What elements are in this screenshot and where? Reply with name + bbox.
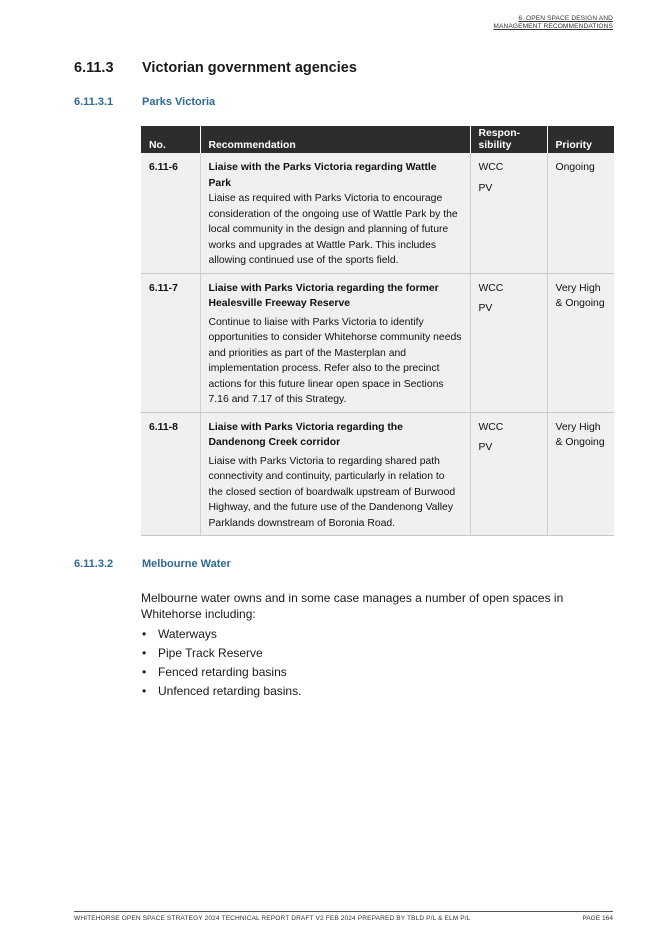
running-header-line2: MANAGEMENT RECOMMENDATIONS [493, 23, 613, 30]
row-recommendation [200, 273, 470, 412]
priority-line2: & Ongoing [555, 298, 605, 309]
row-number: 6.11-7 [141, 273, 200, 412]
header-responsibility [470, 126, 547, 153]
footer-text: WHITEHORSE OPEN SPACE STRATEGY 2024 TECHNICAL REPORT DRAFT V2 FEB 2024 PREPARED BY TBLD P/L & ELM P/L [74, 915, 471, 922]
responsibility-secondary: PV [478, 182, 493, 194]
row-responsibility [470, 412, 547, 536]
table-row [141, 412, 614, 536]
section-number: 6.11.3 [74, 60, 114, 76]
row-number: 6.11-6 [141, 153, 200, 273]
row-priority [547, 412, 614, 536]
row-priority [547, 153, 614, 273]
recommendation-body: Continue to liaise with Parks Victoria to identify opportunities to consider Whitehorse community needs and priorities as part of the Masterplan and implementation process. Refer also to the precinct actions for this future linear open space in Sections 7.16 and 7.17 of this Strategy. [208, 316, 462, 405]
list-item-text: Waterways [158, 627, 217, 641]
bullet-icon: • [142, 646, 147, 660]
recommendation-body: Liaise as required with Parks Victoria to encourage consideration of the ongoing use of Wattle Park by the local community in the design and planning of future works and upgrades at Wattle Park. This includes allowing continued use of the sports field. [208, 193, 458, 266]
list-item [141, 645, 301, 664]
header-responsibility-line1: Respon- [478, 128, 521, 139]
priority-line2: & Ongoing [555, 437, 605, 448]
melbourne-water-list [141, 626, 301, 702]
subsection-heading-parks-victoria [74, 96, 215, 108]
row-number: 6.11-8 [141, 412, 200, 536]
priority-line1: Very High [555, 282, 601, 294]
bullet-icon: • [142, 627, 147, 641]
table-row [141, 273, 614, 412]
header-responsibility-line2: sibility [478, 140, 512, 151]
footer-rule [74, 911, 613, 912]
running-header-line1: 6. OPEN SPACE DESIGN AND [518, 15, 613, 22]
header-recommendation: Recommendation [200, 126, 470, 153]
subsection-number: 6.11.3.2 [74, 558, 114, 570]
section-heading [74, 60, 357, 76]
responsibility-primary: WCC [478, 282, 504, 294]
melbourne-water-paragraph: Melbourne water owns and in some case manages a number of open spaces in Whitehorse including: [141, 591, 564, 621]
subsection-title: Parks Victoria [142, 96, 216, 108]
subsection-number: 6.11.3.1 [74, 96, 114, 108]
row-responsibility [470, 153, 547, 273]
bullet-icon: • [142, 684, 147, 698]
list-item [141, 683, 301, 702]
priority-line1: Ongoing [555, 162, 595, 173]
running-header [493, 15, 613, 31]
list-item [141, 626, 301, 645]
recommendation-title: Liaise with Parks Victoria regarding the former Healesville Freeway Reserve [208, 282, 439, 309]
subsection-title: Melbourne Water [142, 558, 231, 570]
responsibility-primary: WCC [478, 421, 504, 433]
responsibility-secondary: PV [478, 442, 493, 453]
list-item-text: Fenced retarding basins [158, 665, 287, 679]
recommendation-title: Liaise with Parks Victoria regarding the Dandenong Creek corridor [208, 421, 403, 448]
recommendation-body: Liaise with Parks Victoria to regarding shared path connectivity and continuity, particularly in relation to the closed section of boardwalk upstream of Burwood Highway, and the future use of the Dandenong Valley Parklands downstream of Boronia Road. [208, 455, 456, 529]
responsibility-primary: WCC [478, 162, 504, 173]
row-priority [547, 273, 614, 412]
page-number: PAGE 164 [582, 915, 613, 922]
list-item [141, 664, 301, 683]
priority-line1: Very High [555, 421, 601, 433]
header-no: No. [141, 126, 200, 153]
header-priority: Priority [547, 126, 614, 153]
table-header-row [141, 126, 614, 153]
list-item-text: Unfenced retarding basins. [158, 684, 302, 698]
bullet-icon: • [142, 665, 147, 679]
table-row [141, 153, 614, 273]
subsection-heading-melbourne-water [74, 558, 231, 570]
row-recommendation [200, 412, 470, 536]
list-item-text: Pipe Track Reserve [158, 646, 263, 660]
recommendation-title: Liaise with the Parks Victoria regarding Wattle Park [208, 162, 437, 189]
row-responsibility [470, 273, 547, 412]
responsibility-secondary: PV [478, 303, 493, 314]
recommendations-table [141, 126, 614, 536]
row-recommendation [200, 153, 470, 273]
section-title: Victorian government agencies [142, 60, 357, 76]
